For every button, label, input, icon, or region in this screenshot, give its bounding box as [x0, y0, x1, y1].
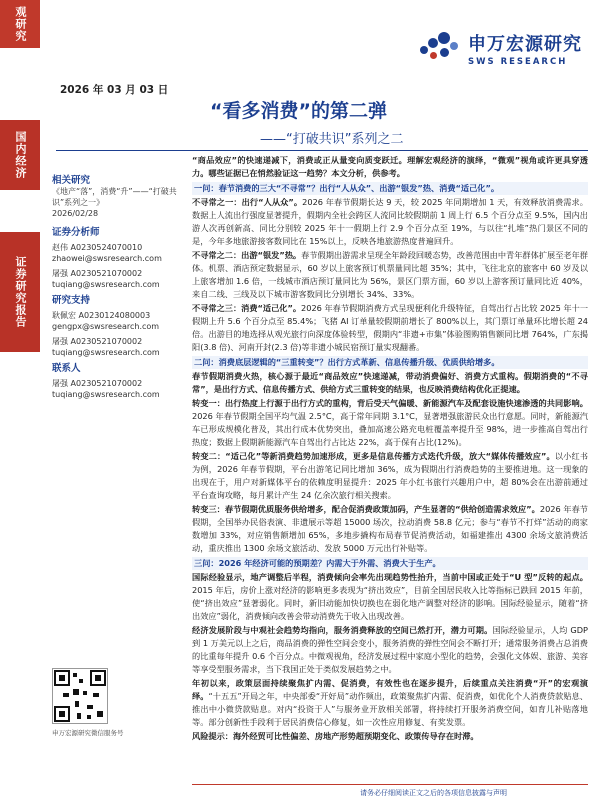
body-paragraph	[192, 677, 588, 729]
contact-email[interactable]: tuqiang@swsresearch.com	[52, 390, 160, 399]
paragraph-lead: 年初以来，政策层面持续聚焦扩内需、促消费，有效性也在逐步提升，后续重点关注消费“开”的宏观演绎。	[192, 678, 588, 701]
header-divider	[56, 150, 588, 151]
brand-logo	[418, 28, 582, 68]
footer-divider	[192, 784, 588, 785]
related-heading: 相关研究	[52, 175, 91, 186]
paragraph-text: 2015 年后，房价上涨对经济的影响更多表现为“挤出效应”，目前全国居民收入比等指标已跌回 2015 年前，使“挤出效应”显著弱化。同时，新旧动能加快切换也在弱化地产调整对经济的影响。国际经验显示，随着“挤出效应”弱化，消费倾向改善会带动消费先于收入出现改善。	[192, 585, 588, 621]
section-heading-2: 二问：消费底层逻辑的“三重转变”？出行方式革新、信息传播升级、优质供给增多。	[192, 356, 588, 369]
assistant-name: 屠强 A0230521070002	[52, 337, 143, 346]
body-paragraph	[192, 624, 588, 676]
footer-disclaimer: 请务必仔细阅读正文之后的各项信息披露与声明	[360, 789, 507, 797]
report-date: 2026 年 03 月 03 日	[60, 84, 169, 96]
body-paragraph	[192, 249, 588, 301]
paragraph-text: 海外经贸可比性偏差、房地产形势超预期变化、政策传导存在时滞。	[232, 731, 479, 741]
analyst-email[interactable]: tuqiang@swsresearch.com	[52, 280, 160, 289]
body-paragraph: 春节假期消费火热，核心源于最近“商品效应”快速递减，带动消费偏好、消费方式重构。假期消费的“不寻常”，是出行方式、信息传播方式、供给方式三重转变的结果，也反映消费结构优化正提速。	[192, 371, 588, 394]
logo-text-en: SWS RESEARCH	[468, 56, 568, 67]
paragraph-lead: 经济发展阶段与中观社会趋势均指向，服务消费释放的空间已然打开，潜力可期。	[192, 625, 493, 635]
paragraph-text: 2026 年春节假期全国平均气温 2.5°C，高于常年同期 3.1°C，显著增强旅游民众出行意愿。同时，新能源汽车已形成规模化普及，其出行成本优势突出，叠加高速公路充电桩覆盖率提升至 98%，进一步推高自驾出行热度；数据上假期新能源汽车自驾出行占比达 22%，高于保有占比(12%)。	[192, 411, 588, 447]
report-title: “看多消费”的第二弹	[210, 100, 387, 122]
body-paragraph	[192, 196, 588, 248]
left-info-column	[52, 170, 182, 400]
sidebar-tab-section: 国内经济	[0, 120, 40, 190]
report-subtitle: ——“打破共识”系列之二	[260, 132, 404, 147]
body-paragraph	[192, 571, 588, 623]
analyst-name: 赵伟 A0230524070010	[52, 243, 143, 252]
paragraph-lead: 国际经验显示，地产调整后半程，消费倾向会率先出现趋势性抬升，当前中国或正处于“U 型”反转的起点。	[192, 572, 588, 582]
analysts-heading: 证券分析师	[52, 227, 100, 238]
section-heading-3: 三问：2026 年经济可能的预期差？内需大于外需、消费大于生产。	[192, 557, 588, 570]
paragraph-lead: 不寻常之二：出游“银发”热。	[192, 250, 302, 260]
analyst-name: 屠强 A0230521070002	[52, 269, 143, 278]
paragraph-lead: 不寻常之三：消费“适己化”。	[192, 303, 302, 313]
contact-heading: 联系人	[52, 363, 81, 374]
section-heading-1: 一问：春节消费的三大“不寻常”？出行“人从众”、出游“银发”热、消费“适己化”。	[192, 182, 588, 195]
qr-caption: 申万宏源研究微信服务号	[52, 729, 124, 737]
paragraph-text: 国际经验显示，人均 GDP 到 1 万美元以上之后，商品消费的弹性空间会变小，服务消费的弹性空间会不断打开；通常服务消费占总消费的比重每年提升 0.6 个百分点。中微观视角，经济发展过程中家庭小型化的趋势，会强化文体娱、旅游、美容等享受型服务需求，当下我国正处于类似发展趋势之中。	[192, 625, 588, 674]
paragraph-lead: 转变一：出行热度上行源于出行方式的重构，背后受天气偏暖、新能源汽车及配套设施快速渗透的共同影响。	[192, 398, 588, 408]
paragraph-text: 2026 年春节假期消费方式呈现便利化升级特征，自驾出行占比较 2025 年十一假期上升 5.6 个百分点至 85.4%；飞猪 AI 订单量较假期前增长了 800%以上，其门票订单量环比增长超 24 倍。出游目的地选择从观光旅行向深度体验转型，假期内“非遗+市集”体验图购销售额同比增 764%，广东揭阳(3.8 倍)、河南开封(2.3 倍)等非遗小城民宿预订量实现翻番。	[192, 303, 589, 352]
body-paragraph	[192, 503, 588, 555]
related-date: 2026/02/28	[52, 209, 99, 218]
paragraph-text: 2026 年春节假期长达 9 天，较 2025 年同期增加 1 天，有效释放消费需求。数据上人流出行强度显著提升，假期内全社会跨区人流同比较假期前 1 周上行 6.5 个百分点至 9.5%，国内出游人次再创新高、同比分别较 2025 年十一假期上行 2.9 个百分点至 19%，与以往“扎堆”热门景区不同的是，今年多地旅游接客数同比在 15%以上，反映各地旅游热度普遍回升。	[192, 197, 588, 246]
paragraph-lead: 转变三：春节假期优质服务供给增多，配合促消费政策加码，产生显著的“供给创造需求效应”。	[192, 504, 540, 514]
paragraph-text: 2026 年春节假期，全国举办民俗表演、非遗展示等超 15000 场次，拉动消费 58.8 亿元；参与“春节不打烊”活动的商家数增加 33%，对应销售额增加 65%，多地步撬构布局春节促消费活动，如福建推出 4300 余场文旅消费活动，重庆推出 1300 余场文旅活动、发放 5000 万元出行补贴等。	[192, 504, 588, 553]
related-item[interactable]: 《地产“落”，消费“升”——“打破共识”系列之一》	[52, 187, 177, 207]
paragraph-lead: 风险提示：	[192, 731, 233, 741]
assistant-email[interactable]: tuqiang@swsresearch.com	[52, 348, 160, 357]
sidebar-tab-report: 证券研究报告	[0, 232, 40, 352]
assistant-name: 耿佩宏 A0230124080003	[52, 311, 151, 320]
assistant-heading: 研究支持	[52, 295, 91, 306]
body-paragraph	[192, 397, 588, 449]
body-paragraph	[192, 730, 588, 743]
report-body	[192, 154, 588, 744]
analyst-email[interactable]: zhaowei@swsresearch.com	[52, 254, 162, 263]
paragraph-lead: 不寻常之一：出行“人从众”。	[192, 197, 303, 207]
paragraph-lead: 转变二：“适己化”等新消费趋势加速形成，更多是信息传播方式迭代升级，放大“媒体传播效应”。	[192, 451, 555, 461]
contact-name: 屠强 A0230521070002	[52, 379, 143, 388]
logo-text-cn: 申万宏源研究	[468, 33, 582, 55]
paragraph-text: 春节假期出游需求呈现全年龄段回暖态势，改善范围由中青年群体扩展至老年群体。机票、酒店预定数据显示，60 岁以上旅客预订机票量同比超 35%；其中，飞往北京的旅客中 60 岁及以上旅客增加 1.6 倍，一线城市酒店预订量同比为 56%，景区门票方面，60 岁以上游客预订量同比近 40%，来自二线、三线及以下城市游客数同比分别增长 34%、33%。	[192, 250, 588, 299]
sidebar-tab-macro: 观研究	[0, 0, 40, 48]
paragraph-text: “十五五”开局之年，中央部委“开好局”动作频出，政策聚焦扩内需、促消费，如优化个人消费贷款贴息、推出中小微贷款贴息。对内“投资于人”与服务业开放相关部署，将持续打开服务消费空间，如育儿补贴落地等。部分创新性手段利于居民消费信心修复，如一次性应用修复、有奖发票。	[192, 691, 588, 727]
qr-code-icon	[52, 668, 108, 724]
body-paragraph	[192, 450, 588, 502]
intro-paragraph: “商品效应”的快速递减下，消费或正从量变向质变跃迁。理解宏观经济的演绎，“微观”视角或许更具穿透力。哪些证据已在悄然验证这一趋势？本文分析，供参考。	[192, 155, 588, 178]
assistant-email[interactable]: gengpx@swsresearch.com	[52, 322, 160, 331]
body-paragraph	[192, 302, 588, 354]
logo-icon	[418, 28, 462, 68]
sidebar	[0, 0, 44, 800]
paragraph-text: 以小红书为例，2026 年春节假期，平台出游笔记同比增加 36%，成为假期出行消费趋势的主要推进地。这一现象的出现在于，用户对新媒体平台的依赖度明显提升：2025 年小红书旅行兴趣用户中，超 80%会在出游前通过平台查询攻略，每月累计产生 24 亿余次旅行相关搜索。	[192, 451, 588, 500]
